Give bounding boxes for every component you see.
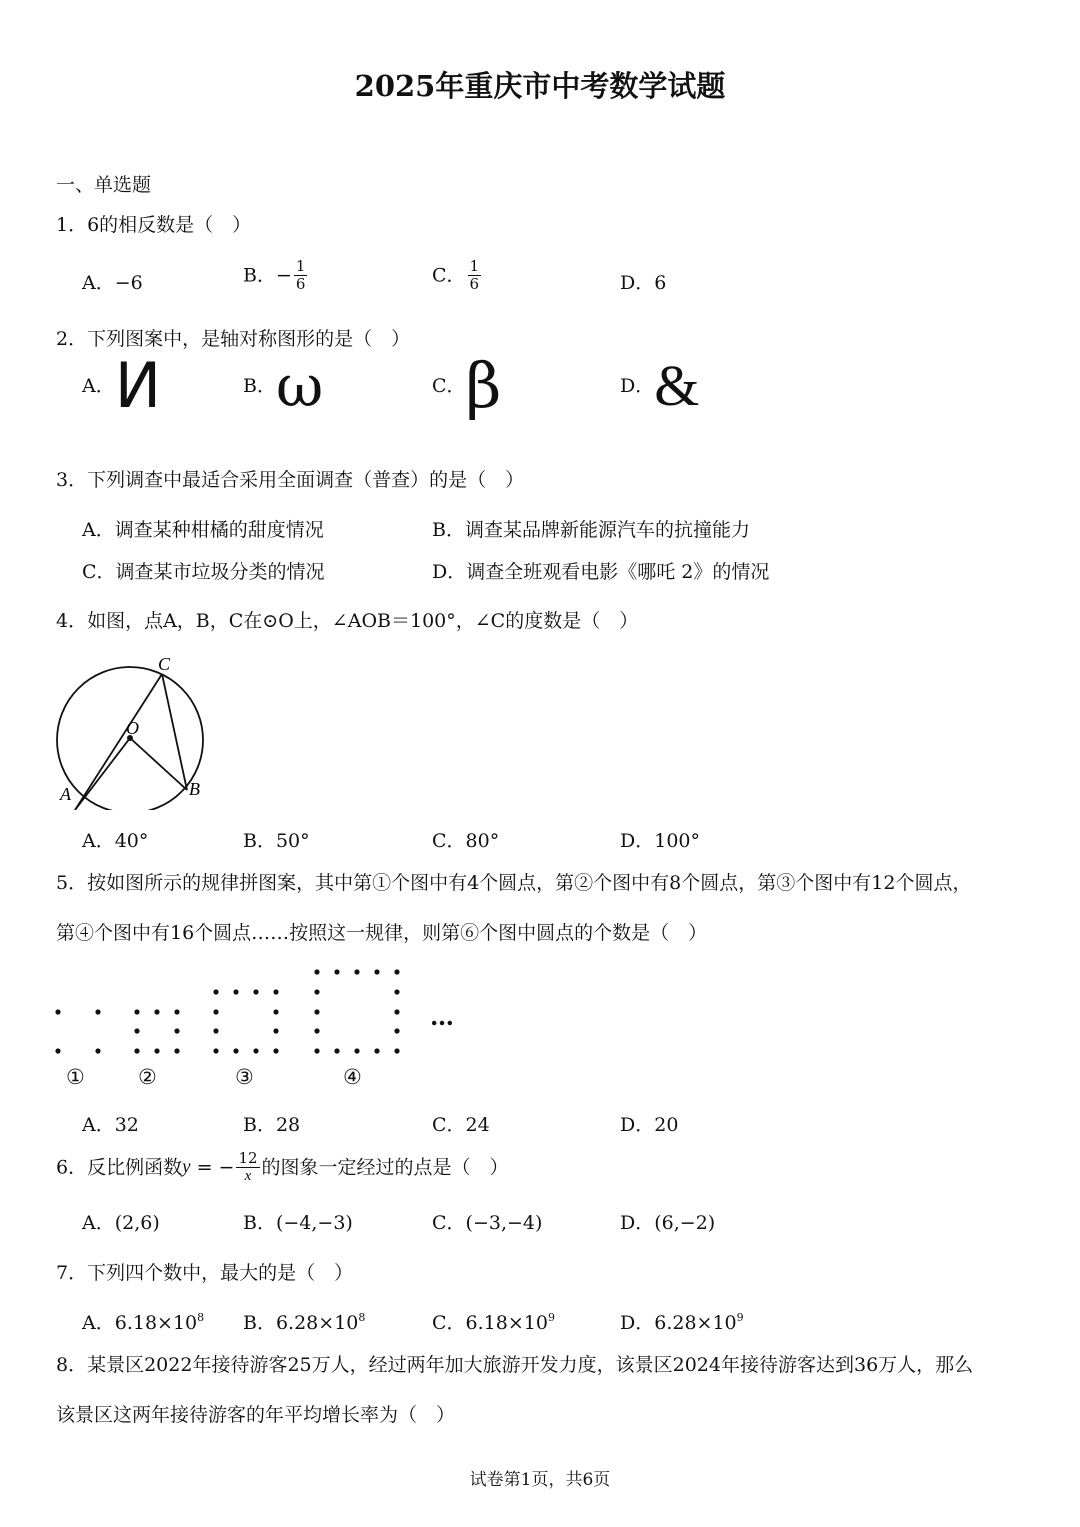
question-4-stem: 4．如图，点A，B，C在⊙O上，∠AOB＝100°，∠C的度数是（ ）: [56, 610, 639, 632]
q2-option-a: A．И: [82, 349, 162, 422]
q6-option-a: A．(2,6): [82, 1212, 160, 1234]
q4-option-d: D．100°: [620, 830, 700, 852]
label-b: B: [189, 779, 200, 799]
question-3-stem: 3．下列调查中最适合采用全面调查（普查）的是（ ）: [56, 469, 525, 491]
pattern-label-3: ③: [235, 1065, 254, 1089]
pattern-ellipsis: …: [430, 1002, 454, 1031]
pattern-label-2: ②: [138, 1065, 157, 1089]
segment-ao: [75, 738, 130, 810]
question-5-line-1: 5．按如图所示的规律拼图案，其中第①个图中有4个圆点，第②个图中有8个圆点，第③个图中有12个圆点，: [56, 872, 972, 894]
label-c: C: [158, 654, 171, 674]
q3-option-a: A．调查某种柑橘的甜度情况: [82, 519, 324, 541]
label-a: A: [60, 784, 71, 804]
q7-option-c: C．$6.18\times 10^9$: [432, 1311, 555, 1334]
q2-option-d: D．&: [620, 353, 700, 418]
q4-option-b: B．50°: [243, 830, 310, 852]
q7-option-d: D．$6.28\times 10^9$: [620, 1311, 744, 1334]
q7-option-a: A．$6.18\times 10^8$: [82, 1311, 205, 1334]
segment-ac: [75, 674, 162, 810]
q4-option-c: C．80°: [432, 830, 500, 852]
q1-option-b: B．− $\frac{1}{6}$: [243, 257, 306, 293]
q3-option-c: C．调查某市垃圾分类的情况: [82, 561, 325, 583]
segment-cb: [162, 674, 187, 790]
page-title: 2025年重庆市中考数学试题: [354, 69, 726, 103]
q2-option-b: B．ω: [243, 352, 324, 420]
q5-option-b: B．28: [243, 1114, 301, 1136]
question-1-stem: 1．6的相反数是（ ）: [56, 214, 252, 236]
q2-option-c: C．β: [432, 349, 502, 422]
segment-ob: [130, 738, 187, 790]
pattern-4: [314, 969, 399, 1053]
page-footer: 试卷第1页，共6页: [469, 1470, 611, 1490]
q5-option-d: D．20: [620, 1114, 679, 1136]
question-7-stem: 7．下列四个数中，最大的是（ ）: [56, 1262, 354, 1284]
q5-option-a: A．32: [82, 1114, 139, 1136]
q1-option-c: C． $\frac{1}{6}$: [432, 257, 480, 293]
q1-option-d: D．6: [620, 272, 667, 294]
question-5-line-2: 第④个图中有16个圆点……按照这一规律，则第⑥个图中圆点的个数是（ ）: [56, 922, 708, 944]
question-8-line-2: 该景区这两年接待游客的年平均增长率为（ ）: [56, 1404, 456, 1426]
question-6-stem: 6．反比例函数y = − $\frac{12}{x}$ 的图象一定经过的点是（ ）: [56, 1149, 509, 1184]
q6-option-d: D．(6,−2): [620, 1212, 716, 1234]
q3-option-b: B．调查某品牌新能源汽车的抗撞能力: [432, 519, 750, 541]
dot-pattern-figure: [45, 960, 475, 1095]
pattern-2: [134, 1009, 179, 1053]
pattern-label-4: ④: [343, 1065, 362, 1089]
circle-figure: [50, 650, 220, 810]
question-8-line-1: 8．某景区2022年接待游客25万人，经过两年加大旅游开发力度，该景区2024年接待游客达到36万人，那么: [56, 1354, 974, 1376]
q6-option-b: B．(−4,−3): [243, 1212, 353, 1234]
q3-option-d: D．调查全班观看电影《哪吒 2》的情况: [432, 561, 770, 583]
pattern-3: [213, 989, 278, 1053]
q4-option-a: A．40°: [82, 830, 149, 852]
q7-option-b: B．$6.28\times 10^8$: [243, 1311, 366, 1334]
question-2-stem: 2．下列图案中，是轴对称图形的是（ ）: [56, 328, 411, 350]
pattern-1: [55, 1009, 100, 1053]
q6-option-c: C．(−3,−4): [432, 1212, 543, 1234]
section-heading: 一、单选题: [56, 174, 152, 196]
q5-option-c: C．24: [432, 1114, 490, 1136]
label-o: O: [126, 718, 139, 738]
pattern-label-1: ①: [66, 1065, 85, 1089]
q1-option-a: A．−6: [82, 272, 143, 294]
